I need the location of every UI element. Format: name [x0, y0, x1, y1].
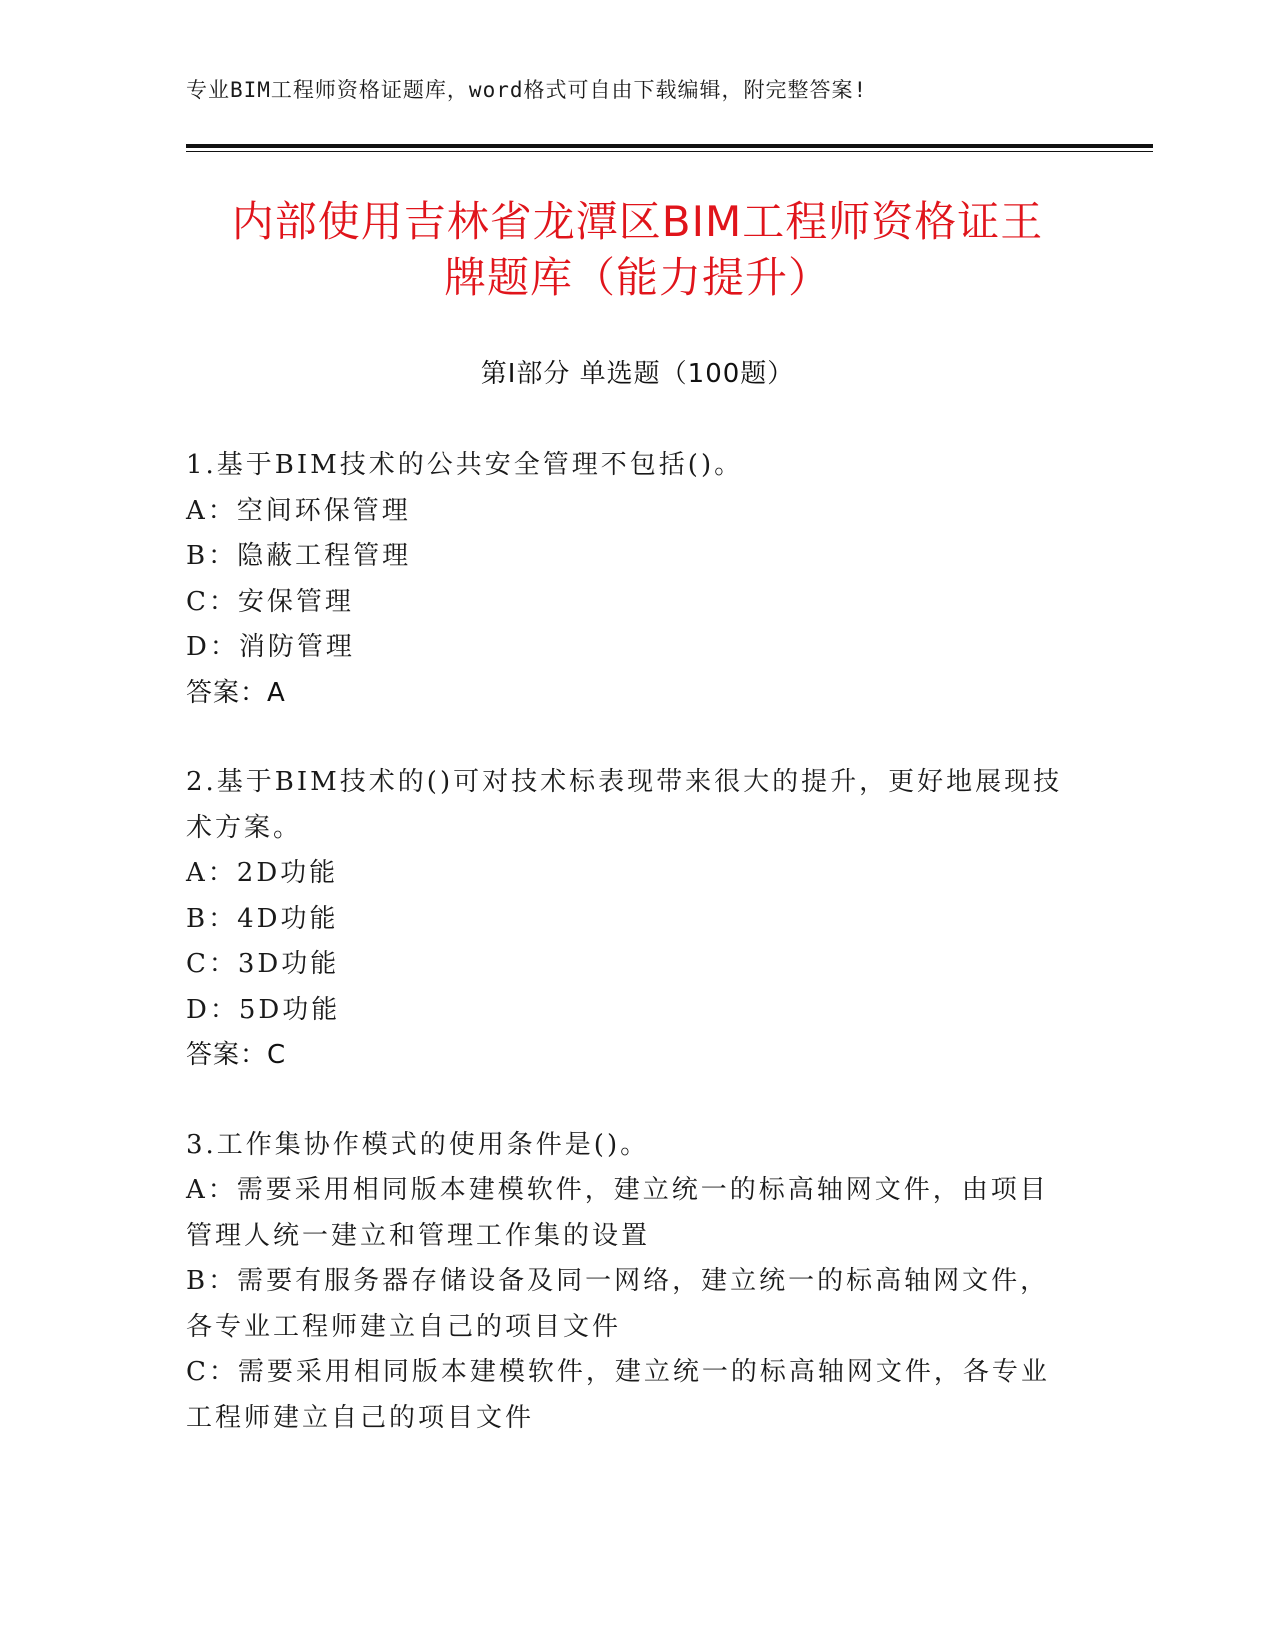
header-rule-thin [186, 151, 1153, 152]
question-2 [186, 760, 1076, 1079]
question-list [186, 443, 1076, 1485]
option-a: A：需要采用相同版本建模软件，建立统一的标高轴网文件，由项目管理人统一建立和管理工作集的设置 [186, 1175, 1049, 1251]
question-stem: 1.基于BIM技术的公共安全管理不包括()。 [186, 450, 744, 480]
question-3 [186, 1123, 1076, 1442]
option-c: C：需要采用相同版本建模软件，建立统一的标高轴网文件，各专业工程师建立自己的项目文件 [186, 1357, 1050, 1433]
question-1 [186, 443, 1076, 716]
question-stem: 3.工作集协作模式的使用条件是()。 [186, 1129, 650, 1160]
option-d: D：消防管理 [186, 632, 355, 662]
option-a: A：2D功能 [186, 858, 339, 888]
answer-label: 答案：C [186, 1040, 287, 1070]
answer-label: 答案：A [186, 677, 286, 708]
question-stem: 2.基于BIM技术的()可对技术标表现带来很大的提升，更好地展现技术方案。 [186, 767, 1063, 843]
option-b: B：隐蔽工程管理 [186, 541, 412, 571]
document-title-line-2: 牌题库（能力提升） [443, 253, 831, 302]
header-note: 专业BIM工程师资格证题库，word格式可自由下载编辑，附完整答案! [186, 78, 868, 102]
option-c: C：3D功能 [186, 949, 340, 979]
option-b: B：需要有服务器存储设备及同一网络，建立统一的标高轴网文件，各专业工程师建立自己的项目文件 [186, 1266, 1050, 1342]
option-a: A：空间环保管理 [186, 495, 411, 526]
option-c: C：安保管理 [186, 586, 354, 617]
section-heading: 第Ⅰ部分 单选题（100题） [480, 359, 795, 389]
option-d: D：5D功能 [186, 994, 341, 1025]
document-title-line-1: 内部使用吉林省龙潭区BIM工程师资格证王 [231, 197, 1044, 246]
header-rule-thick [186, 144, 1153, 148]
document-title [160, 194, 1115, 306]
option-b: B：4D功能 [186, 903, 339, 934]
